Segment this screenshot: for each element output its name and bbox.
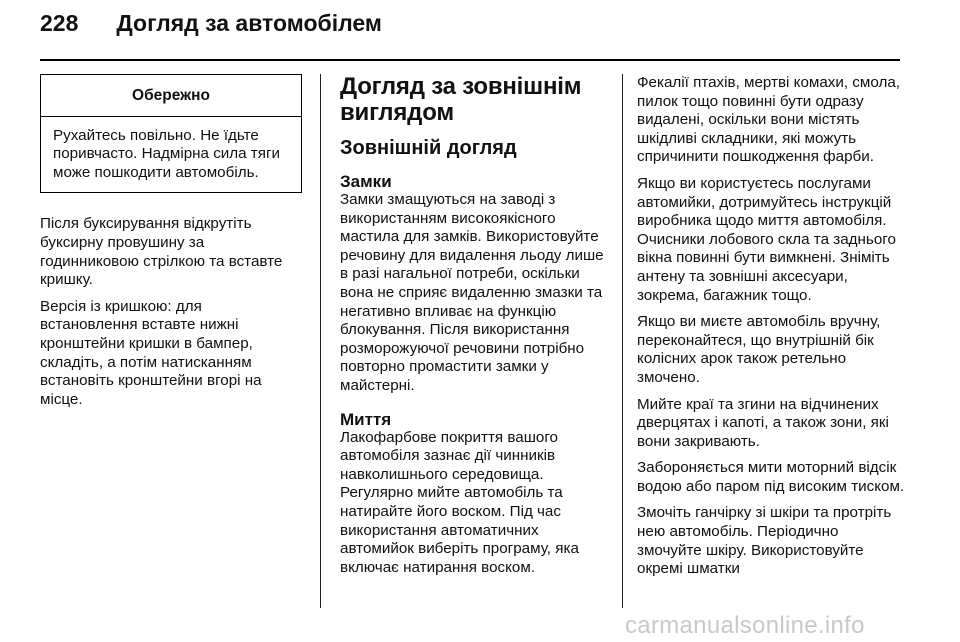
header-divider bbox=[40, 59, 900, 61]
page-header bbox=[40, 10, 382, 50]
paragraph: Після буксирування відкрутіть буксирну провушину за годинниковою стрілкою та вставте кришку. bbox=[40, 215, 283, 289]
paragraph: Фекалії птахів, мертві комахи, смола, пилок тощо повинні бути одразу видалені, оскільки вони містять шкідливі складники, які можуть спричинити пошкодження фарби. bbox=[637, 74, 900, 166]
locks-text: Замки змащуються на заводі з використанням високоякісного мастила для замків. Використовуйте речовину для видалення льоду лише в разі нагальної потреби, оскільки вона не сприяє видаленню змазки та негативно впливає на функцію блокування. Після використання розморожуючої речовини потрібно повторно промастити замки у майстерні. bbox=[340, 191, 604, 394]
paragraph: Якщо ви миєте автомобіль вручну, переконайтеся, що внутрішній бік колісних арок також ретельно змочено. bbox=[637, 313, 881, 386]
warning-box bbox=[40, 74, 302, 193]
right-column bbox=[637, 74, 905, 587]
left-paragraphs bbox=[40, 215, 302, 409]
section-title: Догляд за зовнішнім виглядом bbox=[340, 73, 582, 126]
washing-text: Лакофарбове покриття вашого автомобіля зазнає дії чинників навколишнього середовища. Регулярно мийте автомобіль та натирайте його воском. Під час використання автоматичних автомийок виберіть програму, яка включає натирання воском. bbox=[340, 428, 579, 576]
paragraph: Якщо ви користуєтесь послугами автомийки, дотримуйтесь інструкцій виробника щодо миття автомобіля. Очисники лобового скла та заднього вікна повинні бути вимкнені. Зніміть антену та зовнішні аксесуари, зокрема, багажник тощо. bbox=[637, 174, 896, 304]
middle-column bbox=[340, 74, 610, 585]
paragraph: Забороняється мити моторний відсік водою або паром під високим тиском. bbox=[637, 459, 905, 495]
column-divider-left bbox=[320, 74, 321, 608]
chapter-title: Догляд за автомобілем bbox=[116, 10, 382, 36]
warning-title: Обережно bbox=[41, 75, 301, 117]
column-divider-right bbox=[622, 74, 623, 608]
left-column bbox=[40, 74, 302, 417]
locks-heading: Замки bbox=[340, 172, 392, 191]
warning-text: Рухайтесь повільно. Не їдьте поривчасто. Надмірна сила тяги може пошкодити автомобіль. bbox=[53, 126, 281, 181]
subsection-title: Зовнішній догляд bbox=[340, 137, 517, 159]
paragraph: Версія із кришкою: для встановлення вставте нижні кронштейни кришки в бампер, складіть, а потім натисканням встановіть кронштейни вгорі на місце. bbox=[40, 297, 262, 408]
paragraph: Мийте краї та згини на відчинених дверцятах і капоті, а також зони, які вони закривають. bbox=[637, 395, 889, 450]
watermark: carmanualsonline.info bbox=[625, 612, 865, 639]
washing-heading: Миття bbox=[340, 409, 392, 429]
page-number: 228 bbox=[40, 10, 79, 36]
paragraph: Змочіть ганчірку зі шкіри та протріть нею автомобіль. Періодично змочуйте шкіру. Використовуйте окремі шматки bbox=[637, 504, 892, 578]
